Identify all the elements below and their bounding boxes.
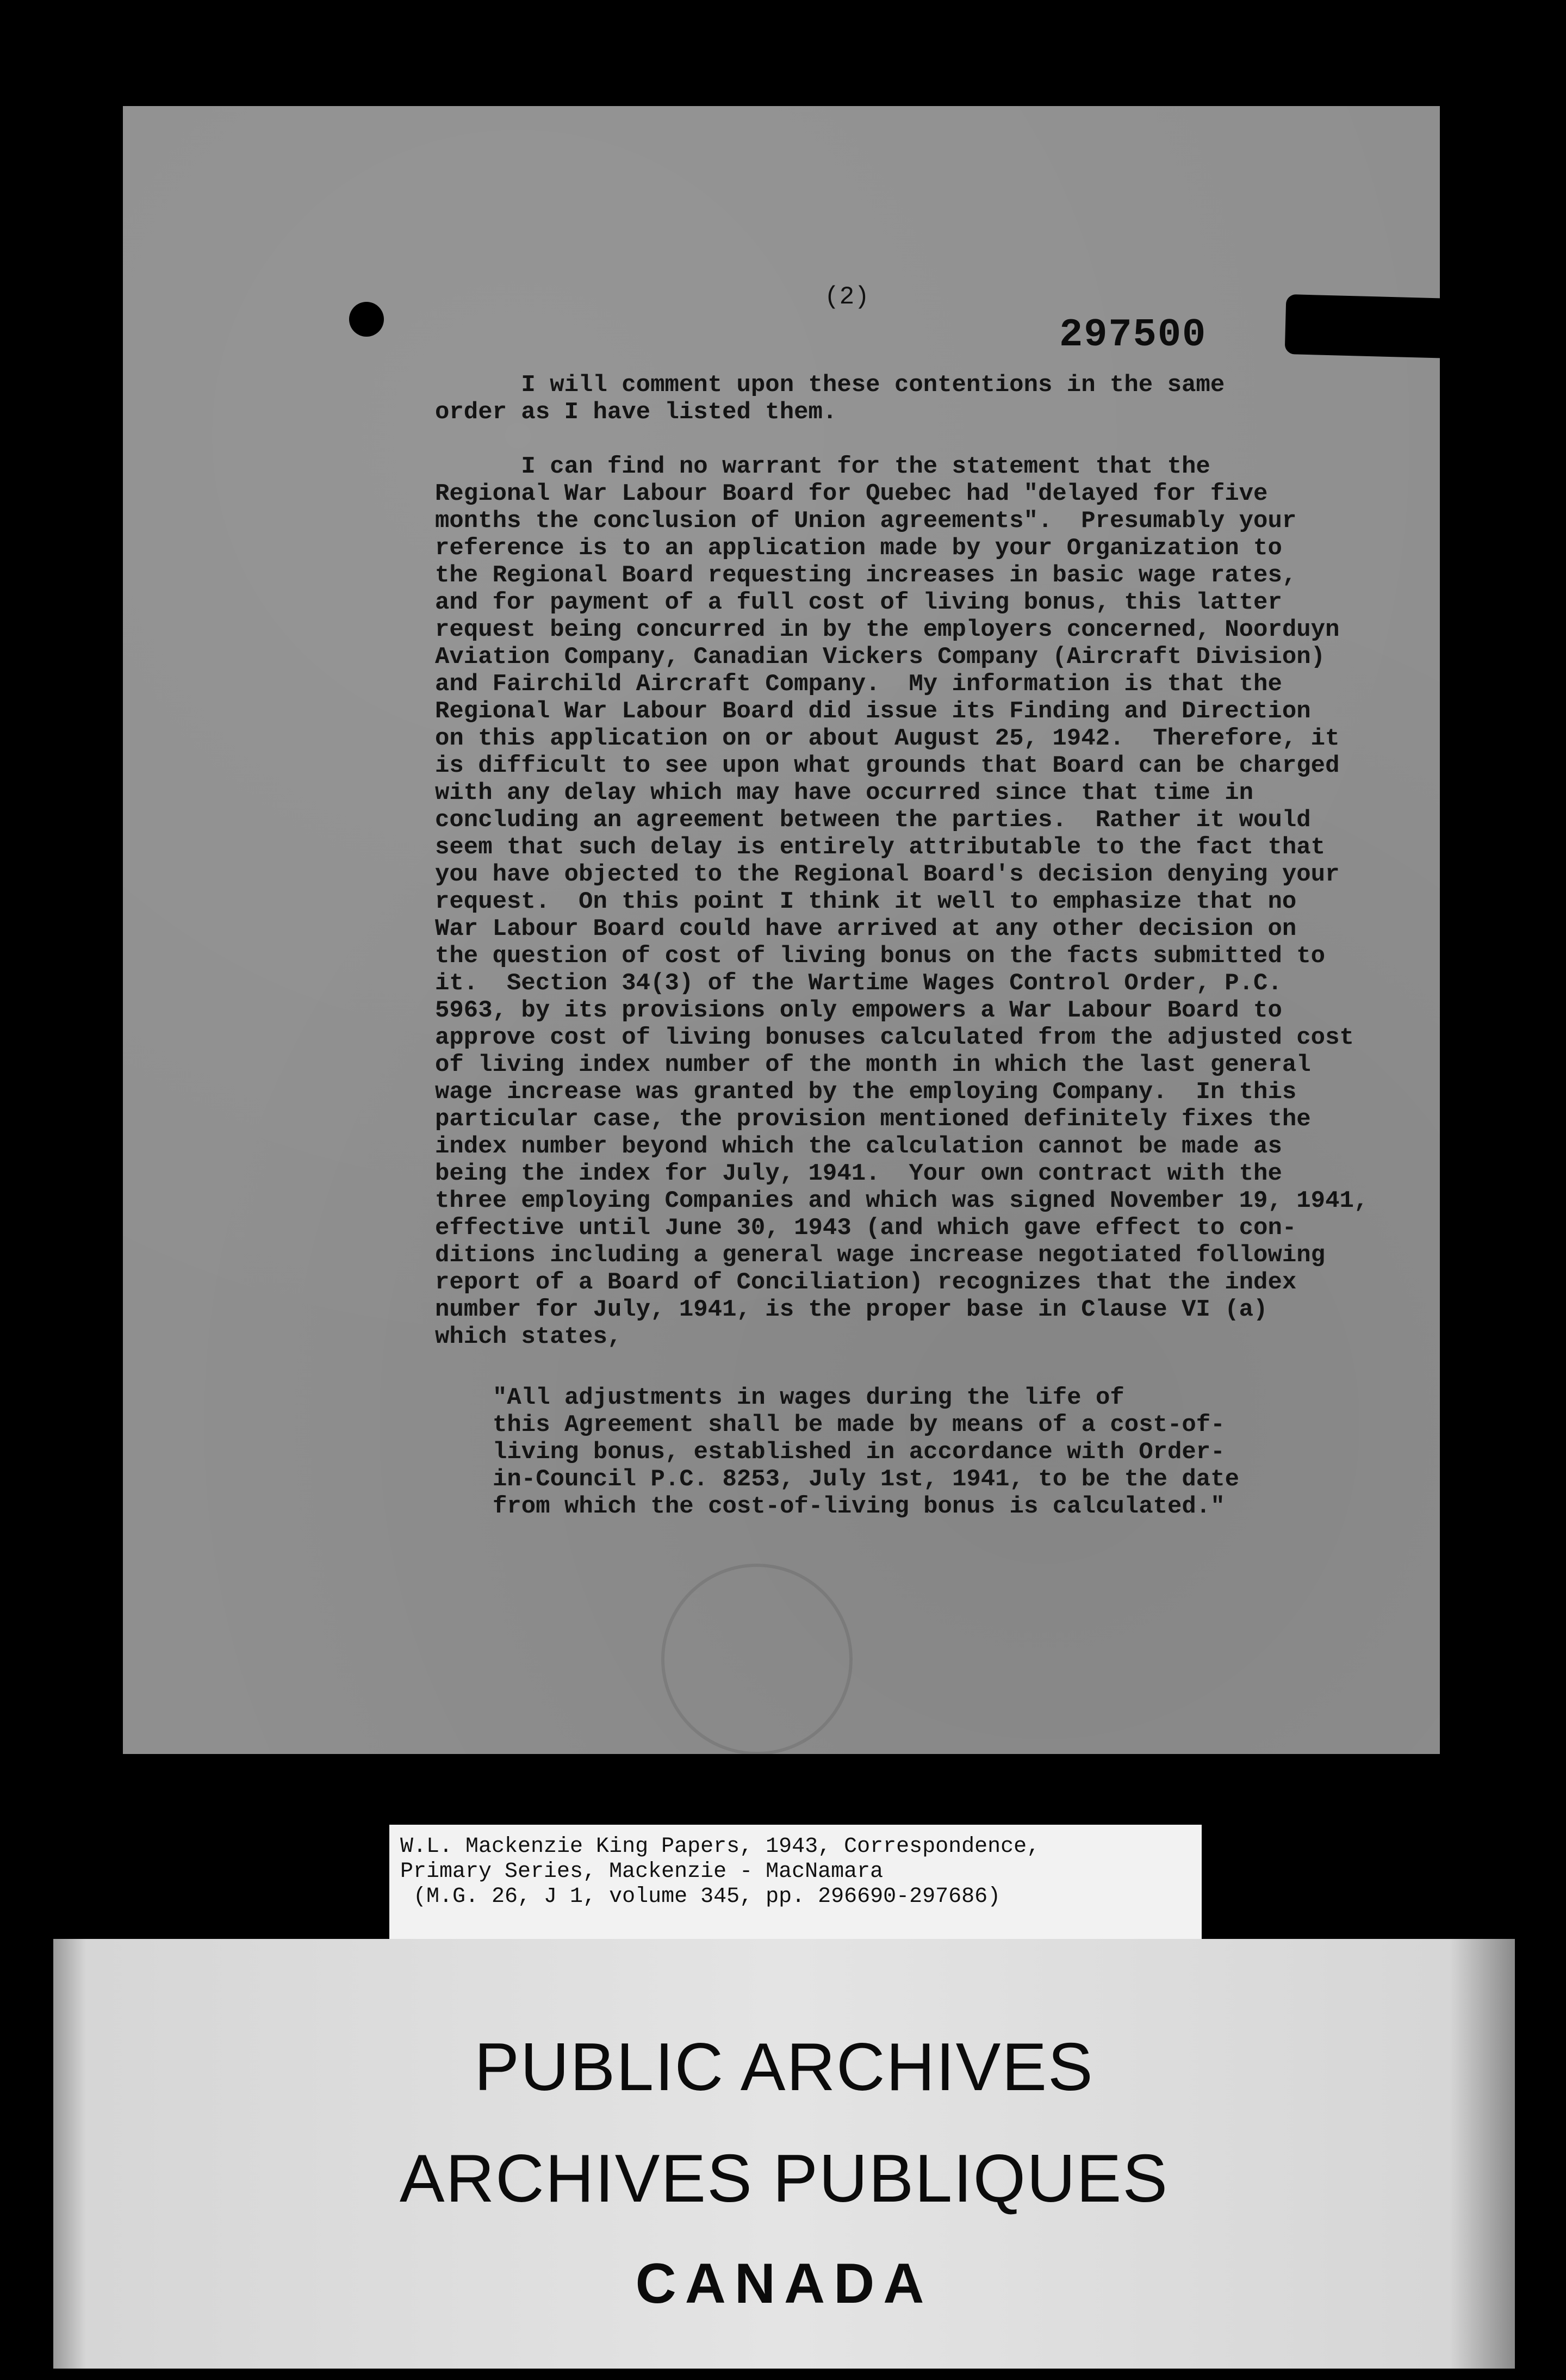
body-line: Aviation Company, Canadian Vickers Company (Aircraft Division) [435, 643, 1326, 671]
body-line: it. Section 34(3) of the Wartime Wages Control Order, P.C. [435, 970, 1282, 997]
quote-line: from which the cost-of-living bonus is calculated." [493, 1493, 1225, 1520]
body-line: Regional War Labour Board for Quebec had "delayed for five [435, 480, 1268, 507]
banner-archives-publiques: ARCHIVES PUBLIQUES [399, 2141, 1169, 2216]
body-line: of living index number of the month in which the last general [435, 1051, 1311, 1079]
body-line: request. On this point I think it well to emphasize that no [435, 888, 1297, 915]
archives-banner [53, 1939, 1515, 2369]
document-page [123, 106, 1440, 1754]
citation-label [389, 1825, 1202, 1939]
body-line: order as I have listed them. [435, 399, 837, 426]
body-line: the question of cost of living bonus on the facts submitted to [435, 943, 1326, 970]
body-line: three employing Companies and which was signed November 19, 1941, [435, 1187, 1369, 1214]
body-line: ditions including a general wage increase negotiated following [435, 1242, 1326, 1269]
body-line: 5963, by its provisions only empowers a War Labour Board to [435, 997, 1282, 1024]
quote-line: this Agreement shall be made by means of a cost-of- [493, 1411, 1225, 1439]
document-number: 297500 [1059, 313, 1207, 357]
body-line: I will comment upon these contentions in the same [435, 371, 1225, 399]
page-number: (2) [824, 283, 869, 311]
citation-line: Primary Series, Mackenzie - MacNamara [400, 1860, 884, 1884]
redaction-bar [1285, 294, 1440, 358]
quoted-clause [493, 1384, 1239, 1520]
body-line: concluding an agreement between the parties. Rather it would [435, 807, 1311, 834]
body-line [435, 426, 1440, 453]
citation-line: W.L. Mackenzie King Papers, 1943, Correspondence, [400, 1834, 1040, 1859]
body-line: War Labour Board could have arrived at any other decision on [435, 915, 1297, 943]
banner-canada: CANADA [635, 2252, 933, 2315]
body-line: on this application on or about August 25, 1942. Therefore, it [435, 725, 1340, 752]
quote-line: "All adjustments in wages during the life of [493, 1384, 1124, 1411]
body-line: is difficult to see upon what grounds that Board can be charged [435, 752, 1340, 779]
body-line: seem that such delay is entirely attributable to the fact that [435, 834, 1326, 861]
faint-seal-stamp [661, 1564, 853, 1754]
body-line: I can find no warrant for the statement that the [435, 453, 1210, 480]
body-line: reference is to an application made by your Organization to [435, 535, 1282, 562]
body-line: and for payment of a full cost of living bonus, this latter [435, 589, 1282, 616]
citation-line: (M.G. 26, J 1, volume 345, pp. 296690-297686) [400, 1885, 1001, 1909]
body-line: months the conclusion of Union agreements". Presumably your [435, 507, 1297, 535]
body-line: report of a Board of Conciliation) recognizes that the index [435, 1269, 1297, 1296]
banner-public-archives: PUBLIC ARCHIVES [474, 2030, 1094, 2105]
body-line: request being concurred in by the employers concerned, Noorduyn [435, 616, 1340, 643]
quote-line: in-Council P.C. 8253, July 1st, 1941, to be the date [493, 1466, 1240, 1493]
body-line: index number beyond which the calculation cannot be made as [435, 1133, 1282, 1160]
body-line: Regional War Labour Board did issue its Finding and Direction [435, 698, 1311, 725]
letter-body [435, 371, 1440, 1350]
body-line: and Fairchild Aircraft Company. My information is that the [435, 671, 1282, 698]
body-line: approve cost of living bonuses calculated from the adjusted cost [435, 1024, 1354, 1051]
body-line: wage increase was granted by the employing Company. In this [435, 1079, 1297, 1106]
body-line: number for July, 1941, is the proper base in Clause VI (a) [435, 1296, 1268, 1323]
body-line: you have objected to the Regional Board's decision denying your [435, 861, 1340, 888]
body-line: being the index for July, 1941. Your own contract with the [435, 1160, 1282, 1187]
body-line: the Regional Board requesting increases in basic wage rates, [435, 562, 1297, 589]
body-line: particular case, the provision mentioned definitely fixes the [435, 1106, 1311, 1133]
body-line: which states, [435, 1323, 622, 1350]
hole-punch-mark [349, 302, 384, 337]
body-line: effective until June 30, 1943 (and which gave effect to con- [435, 1214, 1297, 1242]
body-line: with any delay which may have occurred since that time in [435, 779, 1254, 807]
quote-line: living bonus, established in accordance with Order- [493, 1439, 1225, 1466]
